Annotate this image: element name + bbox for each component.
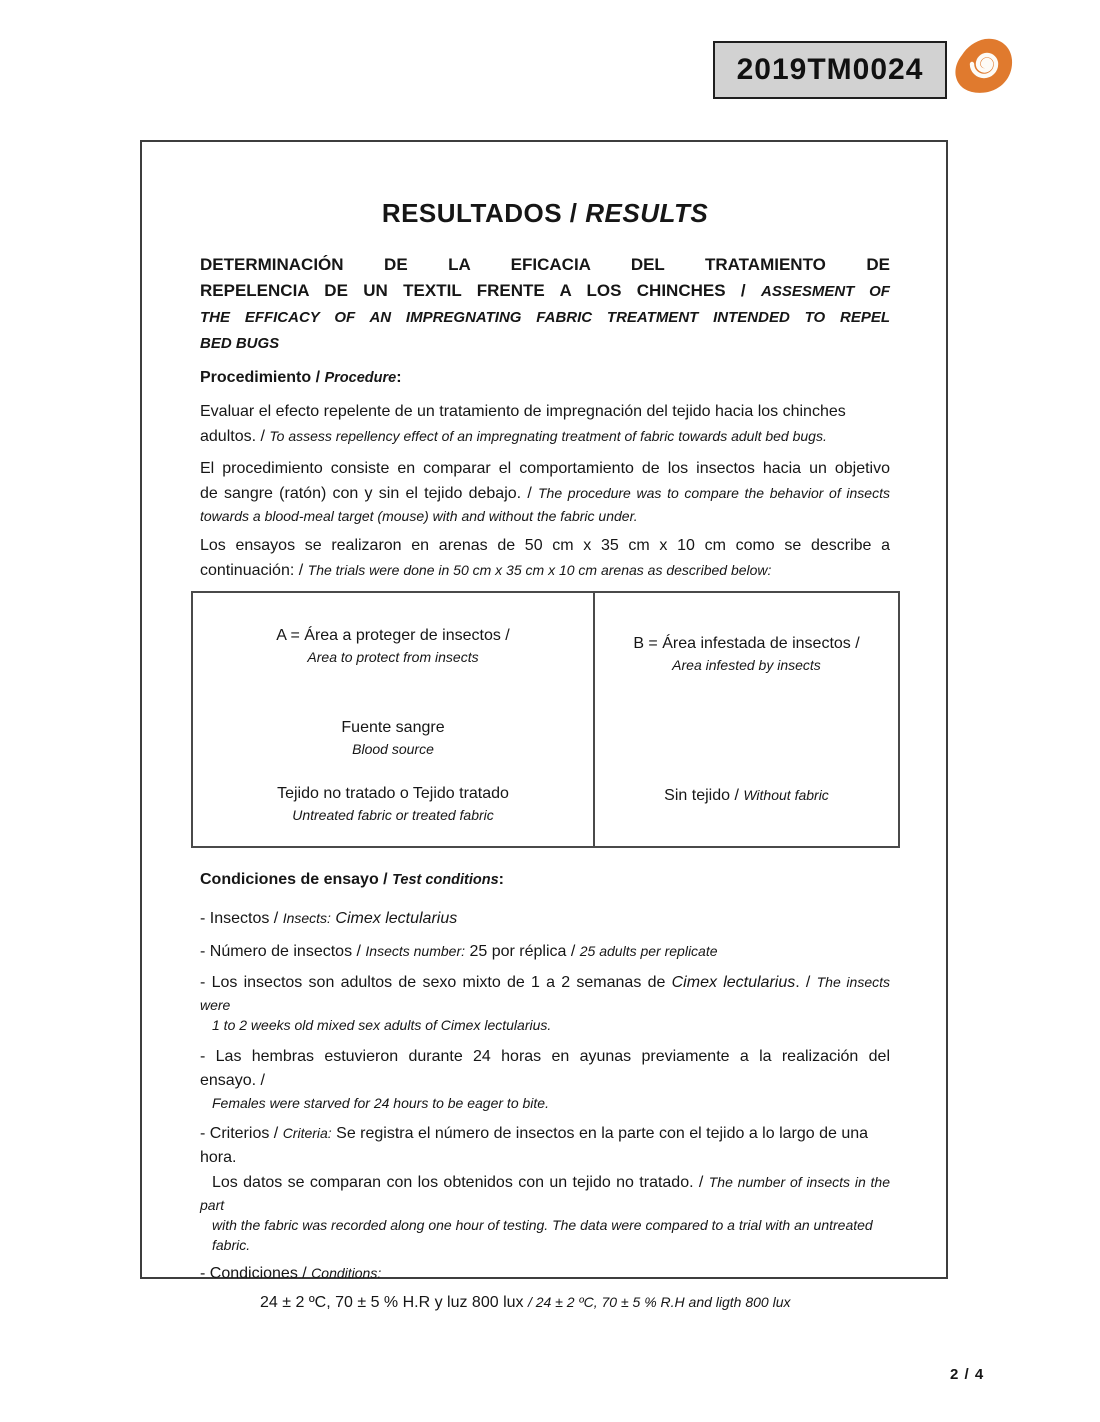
text-run-es: Se registra el número de insectos en la parte con el tejido a lo largo de una	[336, 1125, 869, 1142]
text-line: ensayo. /	[200, 1072, 265, 1089]
text-line: towards a blood-meal target (mouse) with and without the fabric under.	[200, 508, 638, 524]
species-name: Cimex lectularius	[335, 910, 458, 927]
area-b-label-en: Area infested by insects	[672, 657, 821, 673]
text-run-es: Los datos se comparan con los obtenidos con un tejido no tratado. /	[212, 1174, 704, 1191]
text-line: 1 to 2 weeks old mixed sex adults of Cimex lectularius.	[212, 1017, 552, 1033]
blood-source-block	[193, 717, 593, 759]
blood-source-es: Fuente sangre	[341, 719, 445, 736]
text-run-es: . /	[795, 974, 811, 991]
document-code: 2019TM0024	[736, 53, 924, 86]
without-fabric-block	[595, 785, 898, 807]
results-title-es: RESULTADOS /	[381, 198, 578, 228]
text-line	[200, 424, 890, 449]
text-line	[200, 481, 890, 506]
text-run-es: 25 por réplica /	[469, 943, 576, 960]
report-frame	[140, 140, 948, 1311]
condition-insect-number	[200, 939, 890, 964]
procedure-label-en: Procedure	[324, 370, 397, 386]
text-line: - Las hembras estuvieron durante 24 horas en ayunas previamente a la realización del	[200, 1048, 890, 1065]
text-run-es: - Condiciones /	[200, 1265, 307, 1282]
text-run-es: - Insectos /	[200, 910, 279, 927]
blood-source-en: Blood source	[352, 741, 434, 757]
text-run-en: / 24 ± 2 ºC, 70 ± 5 % R.H and ligth 800 lux	[527, 1294, 791, 1310]
procedure-paragraph-1	[200, 400, 890, 449]
text-line: Los ensayos se realizaron en arenas de 50 cm x 35 cm x 10 cm como se describe a	[200, 537, 890, 554]
text-run-en: The number of insects in the	[708, 1174, 891, 1190]
assay-heading-line: DETERMINACIÓN DE LA EFICACIA DEL TRATAMIENTO DE	[200, 255, 890, 274]
text-line	[200, 970, 890, 995]
text-run-en: Insects:	[282, 910, 331, 926]
assay-heading-es: REPELENCIA DE UN TEXTIL FRENTE A LOS CHINCHES /	[200, 281, 746, 300]
text-line: Females were starved for 24 hours to be eager to bite.	[212, 1095, 549, 1111]
text-run-es: adultos. /	[200, 428, 265, 445]
text-line	[200, 558, 890, 583]
text-run-en: The procedure was to compare the behavior of insects	[538, 485, 890, 501]
text-run-es: - Número de insectos /	[200, 943, 361, 960]
procedure-paragraph-3	[200, 534, 890, 583]
assay-heading-line: THE EFFICACY OF AN IMPREGNATING FABRIC TREATMENT INTENDED TO REPEL	[200, 309, 890, 326]
fabric-en: Untreated fabric or treated fabric	[292, 807, 494, 823]
procedure-label	[200, 366, 890, 390]
assay-heading-en: ASSESMENT OF	[761, 283, 890, 300]
text-line: hora.	[200, 1149, 237, 1166]
assay-heading	[200, 252, 890, 357]
area-a-label-en: Area to protect from insects	[307, 649, 479, 665]
condition-insects	[200, 906, 890, 931]
text-line	[200, 1170, 890, 1195]
procedure-label-colon: :	[396, 369, 402, 386]
text-line: part	[200, 1197, 225, 1213]
text-run-en: To assess repellency effect of an impregnating treatment of fabric towards adult bed bugs.	[269, 428, 827, 444]
text-run-es: - Los insectos son adultos de sexo mixto de 1 a 2 semanas de	[200, 974, 666, 991]
text-run-en: The trials were done in 50 cm x 35 cm x 10 cm arenas as described below:	[307, 562, 772, 578]
text-run-en: 25 adults per replicate	[579, 943, 718, 959]
document-code-box	[713, 41, 947, 99]
condition-environment-label	[200, 1261, 890, 1286]
assay-heading-line: BED BUGS	[200, 335, 280, 352]
spiral-snail-logo-icon	[952, 36, 1018, 98]
assay-heading-line	[200, 278, 890, 305]
condition-environment-value	[200, 1290, 890, 1315]
test-conditions-en: Test conditions	[392, 872, 499, 888]
condition-adults	[200, 970, 890, 1035]
text-run-es: 24 ± 2 ºC, 70 ± 5 % H.R y luz 800 lux	[260, 1294, 524, 1311]
text-run-es: - Criterios /	[200, 1125, 279, 1142]
condition-females	[200, 1045, 890, 1113]
text-run-es: continuación: /	[200, 562, 304, 579]
text-line: Evaluar el efecto repelente de un tratamiento de impregnación del tejido hacia los chinches	[200, 403, 846, 420]
test-conditions-colon: :	[498, 871, 504, 888]
text-line: were	[200, 997, 231, 1013]
results-title	[200, 196, 890, 230]
arena-cell-a	[193, 593, 595, 846]
text-run-es: de sangre (ratón) con y sin el tejido debajo. /	[200, 485, 532, 502]
fabric-block	[193, 783, 593, 825]
test-conditions-es: Condiciones de ensayo /	[200, 871, 388, 888]
text-line	[200, 1121, 890, 1146]
species-name: Cimex lectularius	[671, 974, 796, 991]
text-line: with the fabric was recorded along one hour of testing. The data were compared to a trial with an untreated fabric.	[212, 1217, 873, 1253]
without-fabric-en: Without fabric	[743, 787, 829, 803]
fabric-es: Tejido no tratado o Tejido tratado	[277, 785, 509, 802]
text-line: El procedimiento consiste en comparar el comportamiento de los insectos hacia un objetivo	[200, 460, 890, 477]
procedure-label-es: Procedimiento /	[200, 369, 321, 386]
area-a-label-es: A = Área a proteger de insectos /	[276, 627, 510, 644]
arena-diagram-table	[191, 591, 900, 848]
without-fabric-es: Sin tejido /	[664, 787, 739, 804]
test-conditions-label	[200, 868, 890, 892]
text-run-en: Criteria:	[282, 1125, 332, 1141]
arena-cell-b	[595, 593, 898, 846]
condition-criteria	[200, 1121, 890, 1255]
page-number: 2 / 4	[950, 1366, 985, 1383]
area-b-label-es: B = Área infestada de insectos /	[633, 635, 860, 652]
text-run-en: Insects number:	[365, 943, 466, 959]
procedure-paragraph-2	[200, 457, 890, 526]
text-run-en: The insects	[816, 974, 891, 990]
text-run-en: Conditions:	[311, 1265, 382, 1281]
results-title-en: RESULTS	[585, 198, 709, 228]
